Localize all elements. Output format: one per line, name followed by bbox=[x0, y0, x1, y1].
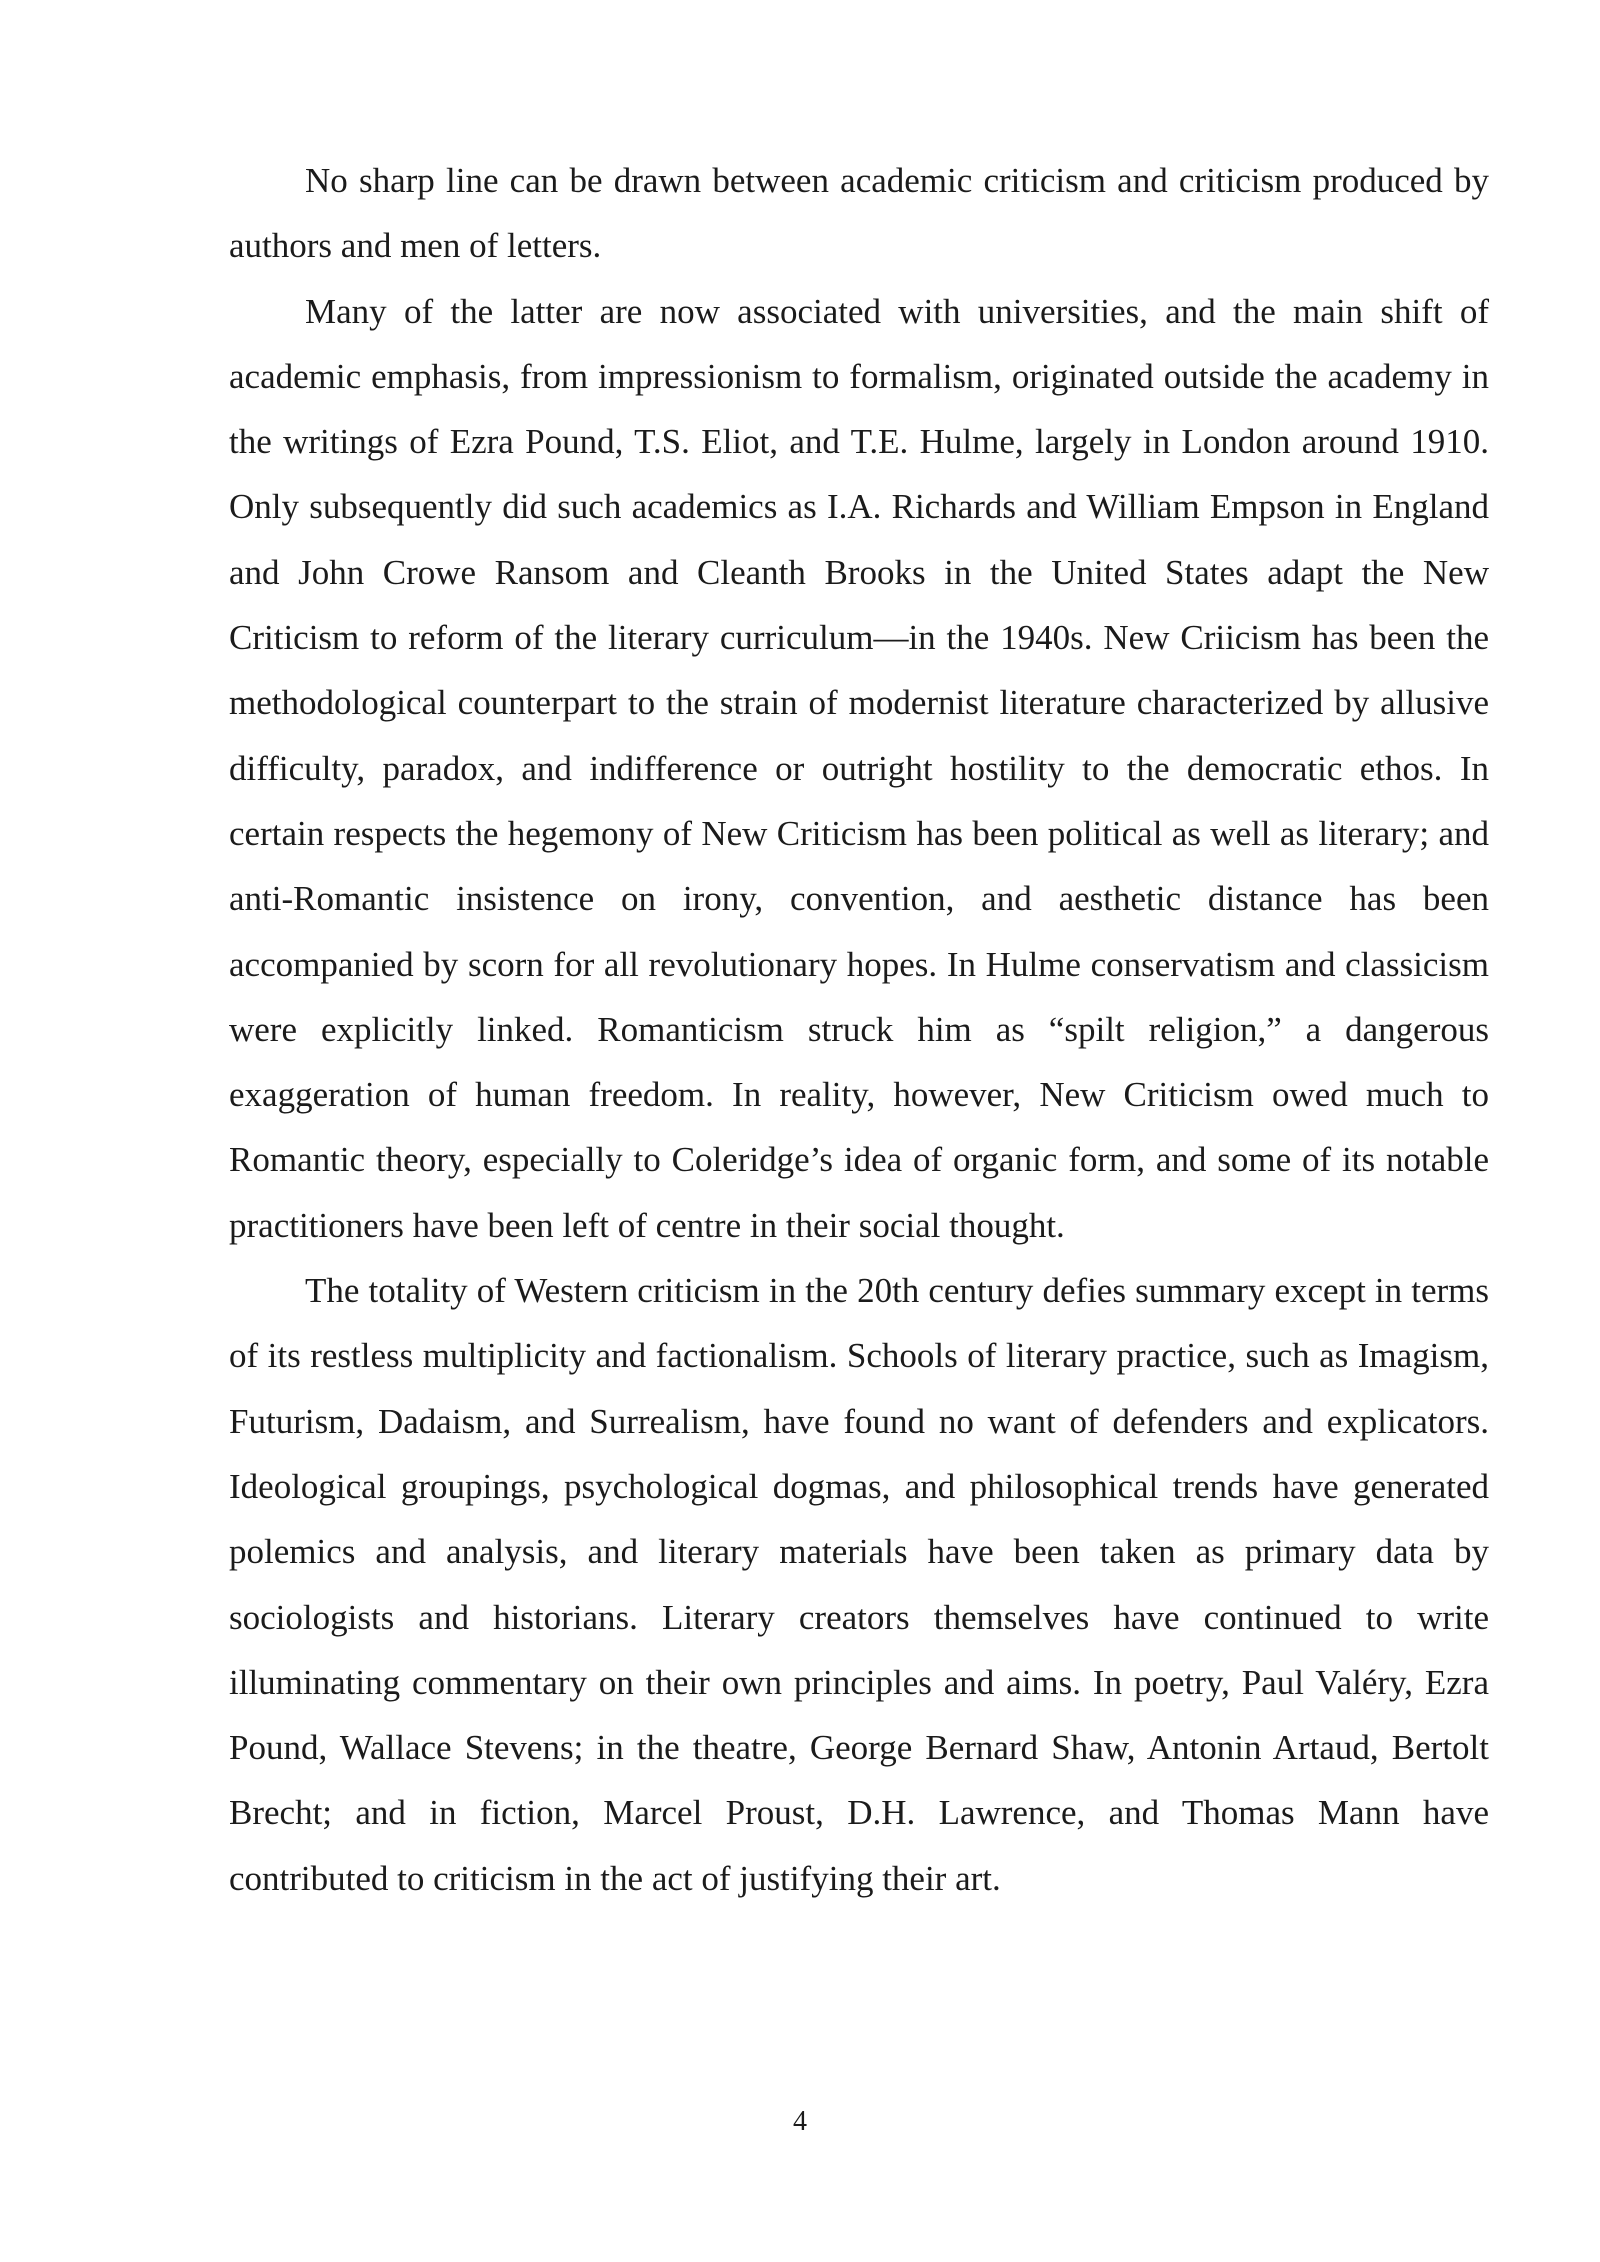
body-text bbox=[229, 148, 1489, 1911]
paragraph-3: The totality of Western criticism in the 20th century defies summary except in terms of its restless multiplicity and factionalism. Schools of literary practice, such as Imagism, Futurism, Dadaism, and Surrealism, have found no want of defenders and explicators. Ideological groupings, psychological dogmas, and philosophical trends have generated polemics and analysis, and literary materials have been taken as primary data by sociologists and historians. Literary creators themselves have continued to write illuminating commentary on their own principles and aims. In poetry, Paul Valéry, Ezra Pound, Wallace Stevens; in the theatre, George Bernard Shaw, Antonin Artaud, Bertolt Brecht; and in fiction, Marcel Proust, D.H. Lawrence, and Thomas Mann have contributed to criticism in the act of justifying their art. bbox=[229, 1271, 1489, 1898]
page-number: 4 bbox=[793, 2106, 807, 2137]
paragraph-1: No sharp line can be drawn between academic criticism and criticism produced by authors and men of letters. bbox=[229, 161, 1489, 266]
paragraph-2: Many of the latter are now associated with universities, and the main shift of academic emphasis, from impressionism to formalism, originated outside the academy in the writings of Ezra Pound, T.S. Eliot, and T.E. Hulme, largely in London around 1910. Only subsequently did such academics as I.A. Richards and William Empson in England and John Crowe Ransom and Cleanth Brooks in the United States adapt the New Criticism to reform of the literary curriculum—in the 1940s. New Criicism has been the methodological counterpart to the strain of modernist literature characterized by allusive difficulty, paradox, and indifference or outright hostility to the democratic ethos. In certain respects the hegemony of New Criticism has been political as well as literary; and anti-Romantic insistence on irony, convention, and aesthetic distance has been accompanied by scorn for all revolutionary hopes. In Hulme conservatism and classicism were explicitly linked. Romanticism struck him as “spilt religion,” a dangerous exaggeration of human freedom. In reality, however, New Criticism owed much to Romantic theory, especially to Coleridge’s idea of organic form, and some of its notable practitioners have been left of centre in their social thought. bbox=[229, 291, 1489, 1245]
